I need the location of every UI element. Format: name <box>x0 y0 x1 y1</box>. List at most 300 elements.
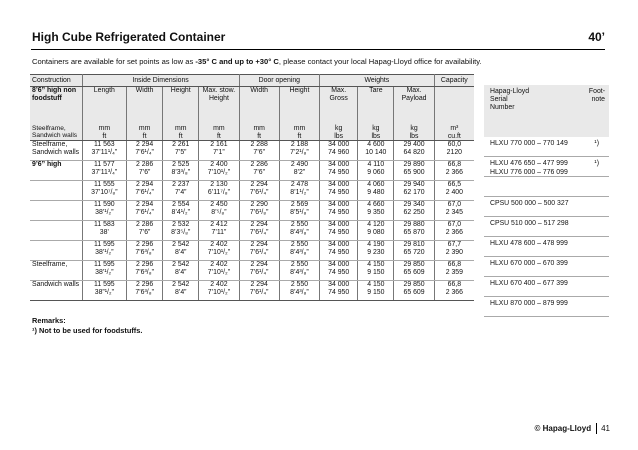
value-cell <box>127 141 163 161</box>
value-cell <box>239 161 279 181</box>
value-cell <box>358 241 394 261</box>
unit-header-row <box>30 125 474 141</box>
metric-value: 66,8 <box>447 161 462 169</box>
metric-value: 2 286 <box>250 161 268 169</box>
value-cell <box>239 241 279 261</box>
value-cell <box>163 141 199 161</box>
value-cell <box>320 221 358 241</box>
table-row <box>30 221 474 241</box>
metric-value: 11 595 <box>94 281 115 289</box>
imperial-value: 8’1¹/₂” <box>290 189 309 197</box>
value-cell <box>163 161 199 181</box>
value-cell <box>163 261 199 281</box>
value-cell <box>394 281 434 301</box>
column-header-row <box>30 87 474 126</box>
imperial-value: 7’2¹/₈” <box>290 149 309 157</box>
value-cell <box>127 221 163 241</box>
metric-value: 2 550 <box>290 261 309 269</box>
value-cell <box>239 281 279 301</box>
value-cell <box>394 241 434 261</box>
imperial-value: 62 250 <box>403 209 425 217</box>
value-cell <box>127 261 163 281</box>
metric-value: 4 150 <box>367 281 385 289</box>
construction-cell: 9’6” high <box>30 161 82 181</box>
metric-value: 2 542 <box>172 241 190 249</box>
imperial-value: 7’1” <box>213 149 225 157</box>
value-cell <box>199 201 239 221</box>
group-header-row <box>30 75 474 87</box>
metric-value: 11 577 <box>94 161 115 169</box>
imperial-value: 65 609 <box>403 269 425 277</box>
imperial-value: 8’4” <box>174 269 187 277</box>
group-weights: Weights <box>320 75 435 87</box>
imperial-value: 7’6³/₈” <box>135 289 154 297</box>
metric-value: 34 000 <box>328 281 350 289</box>
value-cell <box>127 201 163 221</box>
intro-bold: -35° C and up to +30° C <box>195 57 279 66</box>
imperial-value: 9 080 <box>367 229 385 237</box>
group-inside-dimensions: Inside Dimensions <box>82 75 239 87</box>
imperial-value: 9 230 <box>367 249 385 257</box>
imperial-value: 74 950 <box>328 169 350 177</box>
metric-value: 29 850 <box>403 281 425 289</box>
serial-header <box>484 85 609 137</box>
imperial-value: 8’⁵/₈” <box>211 209 227 217</box>
metric-value: 34 000 <box>328 181 350 189</box>
value-cell <box>279 201 319 221</box>
metric-value: 2 237 <box>172 181 190 189</box>
imperial-value: 7’4” <box>174 189 187 197</box>
value-cell <box>127 161 163 181</box>
value-cell <box>82 181 126 201</box>
serial-row <box>484 197 609 217</box>
imperial-value: 7’6¹/₄” <box>135 149 154 157</box>
construction-cell <box>30 241 82 261</box>
col-door-width: Width <box>239 87 279 126</box>
col-construction: 8’6” high non foodstuff <box>30 87 82 126</box>
value-cell <box>434 221 474 241</box>
imperial-value: 7’6” <box>253 169 265 177</box>
value-cell <box>358 161 394 181</box>
unit-width: mm ft <box>127 125 163 141</box>
value-cell <box>199 161 239 181</box>
metric-value: 2 294 <box>250 261 268 269</box>
value-cell <box>199 221 239 241</box>
imperial-value: 37’11¹/₄” <box>91 149 118 157</box>
value-cell <box>82 241 126 261</box>
metric-value: 60,0 <box>447 141 462 149</box>
metric-value: 2 294 <box>135 141 154 149</box>
imperial-value: 7’6¹/₄” <box>249 189 269 197</box>
unit-capacity: m³ cu.ft <box>434 125 474 141</box>
footnote-header-label: Foot- note <box>588 88 605 103</box>
value-cell <box>394 141 434 161</box>
metric-value: 2 402 <box>210 241 228 249</box>
metric-value: 2 554 <box>172 201 190 209</box>
unit-max-gross: kg lbs <box>320 125 358 141</box>
value-cell <box>127 181 163 201</box>
col-max-gross: Max. Gross <box>320 87 358 126</box>
serial-row <box>484 277 609 297</box>
imperial-value: 65 720 <box>403 249 425 257</box>
imperial-value: 7’6” <box>138 169 151 177</box>
value-cell <box>320 161 358 181</box>
unit-tare: kg lbs <box>358 125 394 141</box>
value-cell <box>394 201 434 221</box>
value-cell <box>239 201 279 221</box>
metric-value: 66,8 <box>447 261 462 269</box>
imperial-value: 9 150 <box>367 289 385 297</box>
col-max-payload: Max. Payload <box>394 87 434 126</box>
value-cell <box>239 261 279 281</box>
metric-value: 34 000 <box>328 241 350 249</box>
value-cell <box>163 281 199 301</box>
imperial-value: 37’11³/₄” <box>91 169 118 177</box>
value-cell <box>434 281 474 301</box>
value-cell <box>82 281 126 301</box>
imperial-value: 2 345 <box>445 209 463 217</box>
metric-value: 4 110 <box>367 161 385 169</box>
imperial-value: 7’6¹/₄” <box>135 189 154 197</box>
imperial-value: 8’3³/₈” <box>171 169 190 177</box>
value-cell <box>82 161 126 181</box>
value-cell <box>199 141 239 161</box>
remarks-title: Remarks: <box>32 316 66 325</box>
imperial-value: 8’4³/₈” <box>290 229 309 237</box>
imperial-value: 7’6¹/₄” <box>249 289 269 297</box>
imperial-value: 2 400 <box>445 189 463 197</box>
imperial-value: 7’6¹/₄” <box>135 209 154 217</box>
page-footer <box>535 423 610 434</box>
serial-header-label: Hapag-Lloyd Serial Number <box>490 88 530 111</box>
imperial-value: 8’5¹/₈” <box>290 209 309 217</box>
imperial-value: 10 140 <box>365 149 387 157</box>
col-width: Width <box>127 87 163 126</box>
unit-max-payload: kg lbs <box>394 125 434 141</box>
metric-value: 2 130 <box>210 181 228 189</box>
value-cell <box>82 221 126 241</box>
serial-row <box>484 237 609 257</box>
imperial-value: 7’10¹/₂” <box>207 269 231 277</box>
imperial-value: 7’10¹/₂” <box>207 169 231 177</box>
imperial-value: 38’¹/₂” <box>95 209 114 217</box>
col-door-height: Height <box>279 87 319 126</box>
imperial-value: 8’4¹/₂” <box>171 209 190 217</box>
imperial-value: 7’6¹/₄” <box>249 269 269 277</box>
unit-door-width: mm ft <box>239 125 279 141</box>
imperial-value: 2 366 <box>445 169 463 177</box>
imperial-value: 7’10¹/₂” <box>207 249 231 257</box>
imperial-value: 8’2” <box>293 169 306 177</box>
metric-value: 34 000 <box>328 161 350 169</box>
footer-brand: © Hapag-Lloyd <box>534 424 592 433</box>
imperial-value: 38’¹/₂” <box>95 249 114 257</box>
value-cell <box>239 141 279 161</box>
serial-range: HLXU 770 000 – 770 149 <box>490 140 568 147</box>
imperial-value: 65 870 <box>403 229 425 237</box>
construction-cell <box>30 201 82 221</box>
value-cell <box>434 261 474 281</box>
value-cell <box>320 281 358 301</box>
metric-value: 2 532 <box>172 221 190 229</box>
metric-value: 66,5 <box>447 181 462 189</box>
intro-text <box>32 57 482 66</box>
unit-construction: Steelframe, Sandwich walls <box>30 125 82 141</box>
metric-value: 2 290 <box>250 201 268 209</box>
value-cell <box>239 221 279 241</box>
construction-cell: Steelframe, Sandwich walls <box>30 141 82 161</box>
remarks <box>32 316 142 336</box>
imperial-value: 65 900 <box>403 169 425 177</box>
construction-cell: Sandwich walls <box>30 281 82 301</box>
col-tare: Tare <box>358 87 394 126</box>
imperial-value: 74 950 <box>328 209 350 217</box>
metric-value: 4 060 <box>367 181 385 189</box>
imperial-value: 64 820 <box>403 149 425 157</box>
imperial-value: 8’4³/₈” <box>290 289 309 297</box>
value-cell <box>358 201 394 221</box>
metric-value: 11 583 <box>94 221 115 229</box>
unit-length: mm ft <box>82 125 126 141</box>
metric-value: 29 850 <box>403 261 425 269</box>
intro-post: , please contact your local Hapag-Lloyd office for availability. <box>278 57 482 66</box>
footnote-marker: ¹) <box>594 160 599 167</box>
value-cell <box>358 221 394 241</box>
page-number: 41 <box>601 424 610 433</box>
metric-value: 2 294 <box>250 181 268 189</box>
table-row <box>30 261 474 281</box>
value-cell <box>199 281 239 301</box>
imperial-value: 74 950 <box>328 189 350 197</box>
metric-value: 67,0 <box>447 221 462 229</box>
imperial-value: 74 950 <box>328 249 350 257</box>
col-capacity <box>434 87 474 126</box>
metric-value: 67,7 <box>447 241 462 249</box>
value-cell <box>199 261 239 281</box>
value-cell <box>320 201 358 221</box>
metric-value: 2 296 <box>135 261 154 269</box>
imperial-value: 74 950 <box>328 289 350 297</box>
value-cell <box>358 261 394 281</box>
metric-value: 34 000 <box>328 221 350 229</box>
value-cell <box>434 201 474 221</box>
serial-range: CPSU 510 000 – 517 298 <box>490 220 569 227</box>
metric-value: 2 286 <box>135 221 154 229</box>
value-cell <box>358 141 394 161</box>
value-cell <box>239 181 279 201</box>
imperial-value: 8’3⁵/₈” <box>171 229 191 237</box>
value-cell <box>434 141 474 161</box>
group-door-opening: Door opening <box>239 75 320 87</box>
metric-value: 29 880 <box>403 221 425 229</box>
imperial-value: 8’4³/₈” <box>290 249 309 257</box>
construction-cell <box>30 221 82 241</box>
value-cell <box>163 221 199 241</box>
metric-value: 2 261 <box>172 141 190 149</box>
serial-range: HLXU 476 650 – 477 999 HLXU 776 000 – 776 099 <box>490 160 568 176</box>
metric-value: 29 940 <box>403 181 425 189</box>
metric-value: 2 400 <box>210 161 228 169</box>
metric-value: 2 450 <box>210 201 228 209</box>
imperial-value: 7’6³/₈” <box>135 269 154 277</box>
footnote-marker: ¹) <box>594 140 599 147</box>
imperial-value: 2 366 <box>445 289 463 297</box>
metric-value: 4 120 <box>367 221 385 229</box>
imperial-value: 7’6¹/₄” <box>249 249 269 257</box>
serial-range: HLXU 478 600 – 478 999 <box>490 240 568 247</box>
imperial-value: 2 359 <box>445 269 463 277</box>
imperial-value: 74 960 <box>328 149 350 157</box>
metric-value: 67,0 <box>447 201 462 209</box>
construction-cell <box>30 181 82 201</box>
spec-table <box>30 74 474 301</box>
value-cell <box>82 261 126 281</box>
construction-cell: Steelframe, <box>30 261 82 281</box>
metric-value: 2 550 <box>290 281 309 289</box>
imperial-value: 38’ <box>99 229 109 237</box>
title-divider <box>31 49 605 50</box>
metric-value: 2 161 <box>210 141 228 149</box>
imperial-value: 9 150 <box>367 269 385 277</box>
imperial-value: 7’6” <box>253 149 265 157</box>
value-cell <box>279 261 319 281</box>
metric-value: 2 296 <box>135 281 154 289</box>
serial-number-panel <box>484 85 609 317</box>
footer-separator <box>596 423 597 434</box>
metric-value: 2 286 <box>135 161 154 169</box>
metric-value: 2 294 <box>250 221 268 229</box>
value-cell <box>279 241 319 261</box>
metric-value: 2 294 <box>250 241 268 249</box>
imperial-value: 8’4” <box>174 249 187 257</box>
imperial-value: 7’11” <box>211 229 227 237</box>
value-cell <box>127 281 163 301</box>
value-cell <box>199 181 239 201</box>
metric-value: 2 542 <box>172 261 190 269</box>
metric-value: 2 569 <box>290 201 309 209</box>
serial-range: HLXU 870 000 – 879 999 <box>490 300 568 307</box>
value-cell <box>320 261 358 281</box>
metric-value: 66,8 <box>447 281 462 289</box>
serial-row <box>484 177 609 197</box>
value-cell <box>163 181 199 201</box>
intro-pre: Containers are available for set points as low as <box>32 57 196 66</box>
value-cell <box>320 241 358 261</box>
serial-row <box>484 257 609 277</box>
group-construction: Construction <box>30 75 82 87</box>
metric-value: 4 660 <box>367 201 385 209</box>
value-cell <box>82 141 126 161</box>
value-cell <box>82 201 126 221</box>
metric-value: 29 810 <box>403 241 425 249</box>
imperial-value: 65 609 <box>403 289 425 297</box>
imperial-value: 7’6¹/₄” <box>249 229 269 237</box>
metric-value: 4 600 <box>367 141 385 149</box>
imperial-value: 2 390 <box>445 249 463 257</box>
metric-value: 2 402 <box>210 281 228 289</box>
value-cell <box>127 241 163 261</box>
metric-value: 34 000 <box>328 261 350 269</box>
metric-value: 11 555 <box>94 181 115 189</box>
imperial-value: 2 366 <box>445 229 463 237</box>
metric-value: 29 890 <box>403 161 425 169</box>
metric-value: 2 550 <box>290 221 309 229</box>
imperial-value: 9 060 <box>367 169 385 177</box>
metric-value: 11 563 <box>94 141 115 149</box>
imperial-value: 7’10¹/₂” <box>207 289 231 297</box>
metric-value: 4 150 <box>367 261 385 269</box>
metric-value: 2 294 <box>135 181 154 189</box>
col-max-stow-height: Max. stow. Height <box>199 87 239 126</box>
value-cell <box>394 181 434 201</box>
value-cell <box>279 161 319 181</box>
value-cell <box>358 281 394 301</box>
metric-value: 11 595 <box>94 241 115 249</box>
value-cell <box>394 161 434 181</box>
unit-max-stow-height: mm ft <box>199 125 239 141</box>
value-cell <box>358 181 394 201</box>
metric-value: 2 288 <box>250 141 268 149</box>
value-cell <box>279 181 319 201</box>
imperial-value: 74 950 <box>328 229 350 237</box>
serial-range: CPSU 500 000 – 500 327 <box>490 200 569 207</box>
value-cell <box>394 221 434 241</box>
serial-range: HLXU 670 400 – 677 399 <box>490 280 568 287</box>
metric-value: 2 550 <box>290 241 309 249</box>
imperial-value: 2120 <box>446 149 462 157</box>
metric-value: 29 340 <box>403 201 425 209</box>
imperial-value: 9 480 <box>367 189 385 197</box>
metric-value: 2 296 <box>135 241 154 249</box>
value-cell <box>279 221 319 241</box>
serial-row <box>484 137 609 157</box>
value-cell <box>163 241 199 261</box>
imperial-value: 7’6¹/₈” <box>249 209 269 217</box>
serial-row <box>484 217 609 237</box>
page-title: High Cube Refrigerated Container <box>32 30 226 44</box>
value-cell <box>279 281 319 301</box>
value-cell <box>434 241 474 261</box>
col-length: Length <box>82 87 126 126</box>
imperial-value: 38”¹/₂” <box>94 289 114 297</box>
remark-1: ¹) Not to be used for foodstuffs. <box>32 325 143 335</box>
group-capacity: Capacity <box>434 75 474 87</box>
imperial-value: 8’4” <box>174 289 187 297</box>
table-row <box>30 161 474 181</box>
metric-value: 2 402 <box>210 261 228 269</box>
value-cell <box>320 141 358 161</box>
imperial-value: 74 950 <box>328 269 350 277</box>
imperial-value: 9 350 <box>367 209 385 217</box>
imperial-value: 8’4³/₈” <box>290 269 309 277</box>
metric-value: 34 000 <box>328 201 350 209</box>
metric-value: 2 542 <box>172 281 190 289</box>
imperial-value: 7’6” <box>138 229 151 237</box>
table-row <box>30 201 474 221</box>
imperial-value: 38’¹/₂” <box>95 269 114 277</box>
col-height: Height <box>163 87 199 126</box>
metric-value: 2 525 <box>172 161 190 169</box>
spec-table-body <box>30 141 474 301</box>
value-cell <box>434 181 474 201</box>
table-row <box>30 141 474 161</box>
serial-range: HLXU 670 000 – 670 399 <box>490 260 568 267</box>
metric-value: 34 000 <box>328 141 350 149</box>
unit-height: mm ft <box>163 125 199 141</box>
container-size-code: 40’ <box>588 30 605 44</box>
metric-value: 2 294 <box>250 281 268 289</box>
imperial-value: 6’11⁷/₈” <box>207 189 230 197</box>
